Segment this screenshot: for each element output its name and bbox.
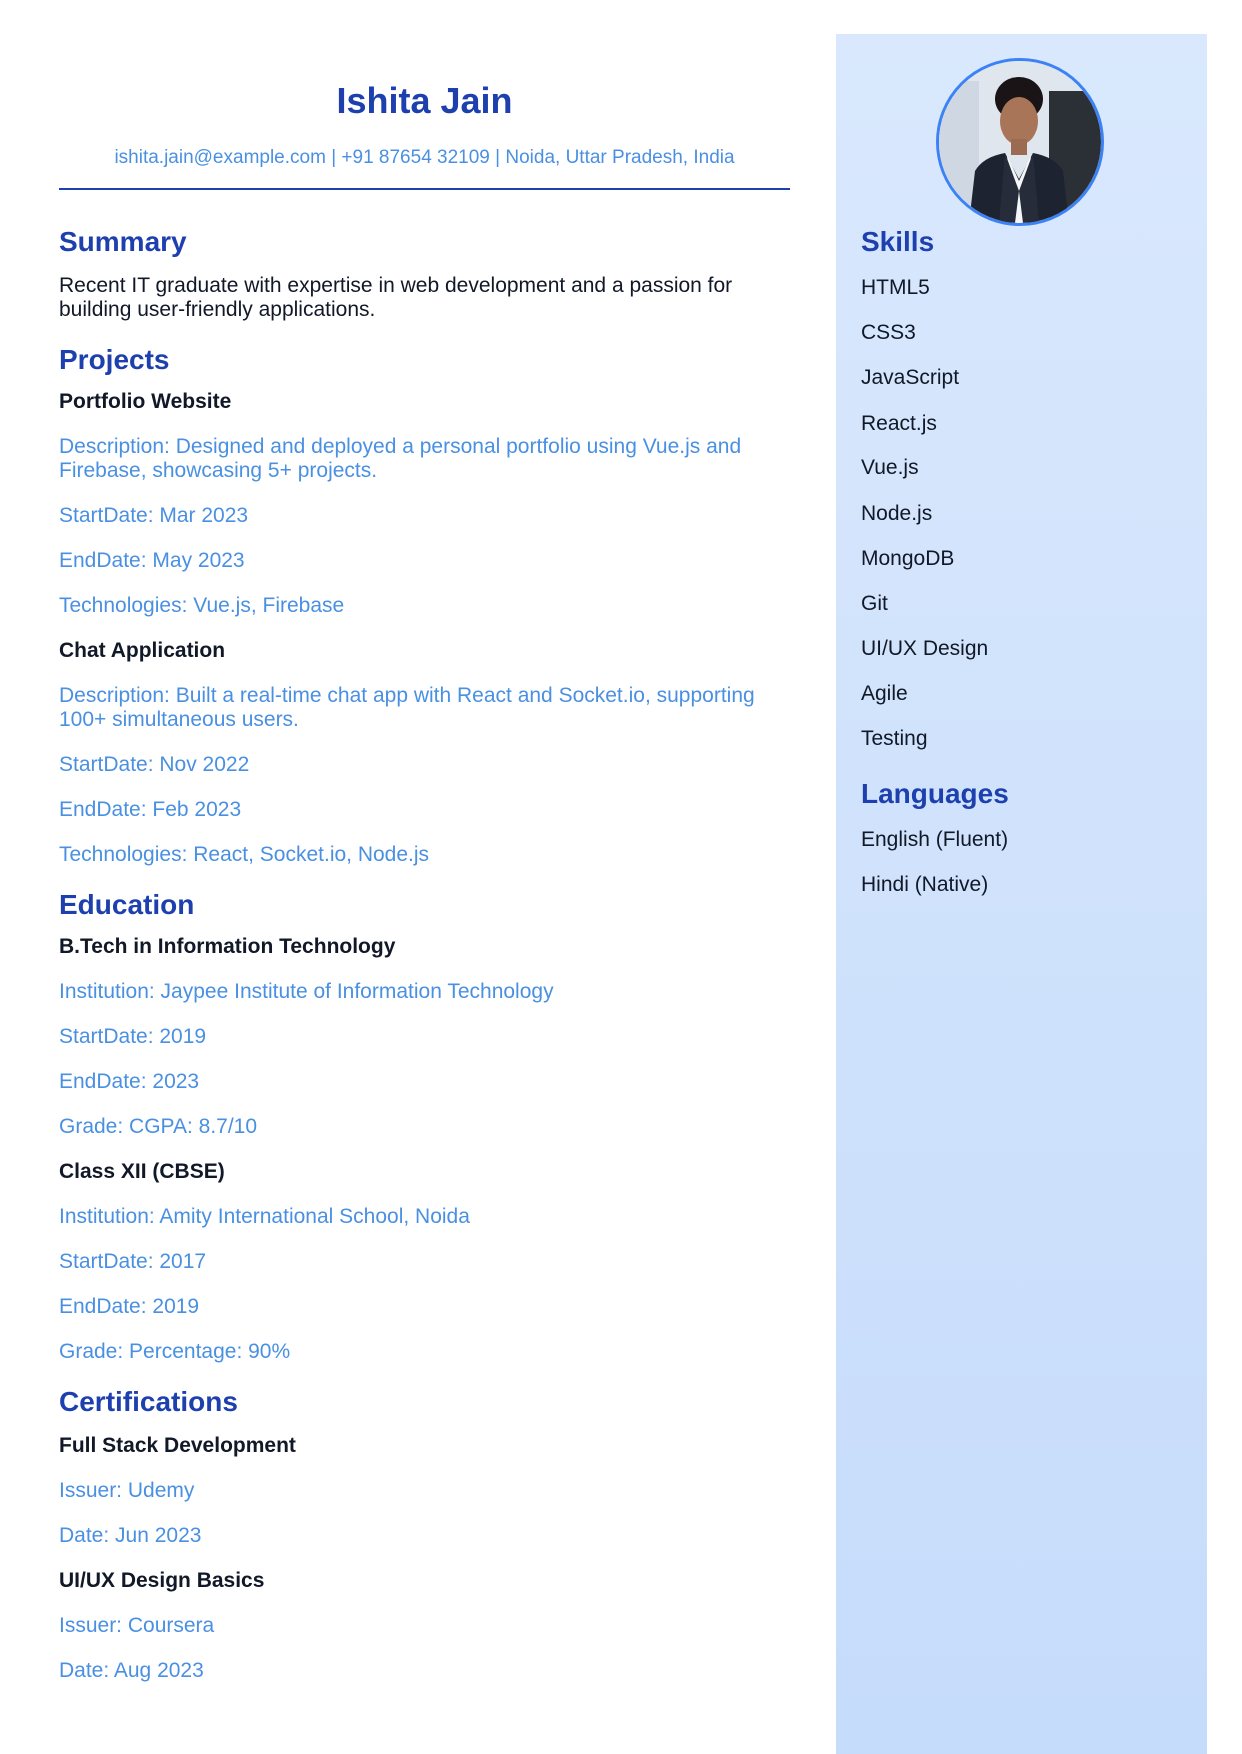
contact-line: ishita.jain@example.com | +91 87654 32109 | Noida, Uttar Pradesh, India	[114, 147, 735, 168]
education-section	[59, 885, 790, 1364]
profile-photo-icon	[939, 61, 1101, 223]
skill-item: Git	[861, 592, 888, 615]
certification-issuer: Issuer: Coursera	[59, 1614, 215, 1637]
projects-title: Projects	[59, 344, 170, 375]
candidate-name: Ishita Jain	[336, 80, 513, 121]
skill-item: UI/UX Design	[861, 637, 989, 660]
project-entry	[59, 639, 790, 867]
skill-item: CSS3	[861, 321, 916, 344]
education-institution: Institution: Amity International School, Noida	[59, 1205, 470, 1228]
education-end-date: EndDate: 2023	[59, 1070, 200, 1093]
education-title: Education	[59, 889, 195, 920]
skills-title: Skills	[861, 226, 935, 257]
education-grade: Grade: Percentage: 90%	[59, 1340, 291, 1363]
summary-title: Summary	[59, 226, 187, 257]
certifications-section	[59, 1382, 790, 1683]
skill-item: HTML5	[861, 276, 930, 299]
project-name: Chat Application	[59, 639, 226, 662]
project-start-date: StartDate: Mar 2023	[59, 504, 249, 527]
skill-item: React.js	[861, 412, 937, 435]
education-start-date: StartDate: 2017	[59, 1250, 207, 1273]
language-item: Hindi (Native)	[861, 873, 989, 896]
project-technologies: Technologies: Vue.js, Firebase	[59, 594, 345, 617]
sidebar	[836, 34, 1207, 1754]
skill-item: Testing	[861, 727, 928, 750]
education-institution: Institution: Jaypee Institute of Information Technology	[59, 980, 554, 1003]
content-flow	[59, 222, 790, 1701]
education-entry	[59, 935, 790, 1139]
certification-name: Full Stack Development	[59, 1434, 296, 1457]
summary-text: Recent IT graduate with expertise in web development and a passion for building user-friendly applications.	[59, 274, 733, 321]
certifications-title: Certifications	[59, 1386, 238, 1417]
education-grade: Grade: CGPA: 8.7/10	[59, 1115, 258, 1138]
profile-photo	[936, 58, 1104, 226]
project-technologies: Technologies: React, Socket.io, Node.js	[59, 843, 430, 866]
summary-section	[59, 222, 790, 322]
certification-date: Date: Jun 2023	[59, 1524, 202, 1547]
skill-item: Agile	[861, 682, 908, 705]
project-end-date: EndDate: May 2023	[59, 549, 245, 572]
project-entry	[59, 390, 790, 618]
certification-date: Date: Aug 2023	[59, 1659, 204, 1682]
skill-item: Vue.js	[861, 456, 919, 479]
skill-item: MongoDB	[861, 547, 955, 570]
project-name: Portfolio Website	[59, 390, 232, 413]
education-degree: B.Tech in Information Technology	[59, 935, 396, 958]
education-entry	[59, 1160, 790, 1364]
project-description: Description: Built a real-time chat app with React and Socket.io, supporting 100+ simultaneous users.	[59, 684, 755, 731]
project-start-date: StartDate: Nov 2022	[59, 753, 250, 776]
certification-name: UI/UX Design Basics	[59, 1569, 265, 1592]
language-item: English (Fluent)	[861, 828, 1009, 851]
certification-entry	[59, 1569, 790, 1683]
project-description: Description: Designed and deployed a personal portfolio using Vue.js and Firebase, showcasing 5+ projects.	[59, 435, 742, 482]
education-start-date: StartDate: 2019	[59, 1025, 207, 1048]
skill-item: JavaScript	[861, 366, 960, 389]
certification-entry	[59, 1434, 790, 1548]
skill-item: Node.js	[861, 502, 933, 525]
certification-issuer: Issuer: Udemy	[59, 1479, 195, 1502]
education-degree: Class XII (CBSE)	[59, 1160, 225, 1183]
projects-section	[59, 340, 790, 867]
education-end-date: EndDate: 2019	[59, 1295, 200, 1318]
languages-title: Languages	[861, 778, 1009, 809]
project-end-date: EndDate: Feb 2023	[59, 798, 242, 821]
header-divider	[59, 188, 790, 190]
